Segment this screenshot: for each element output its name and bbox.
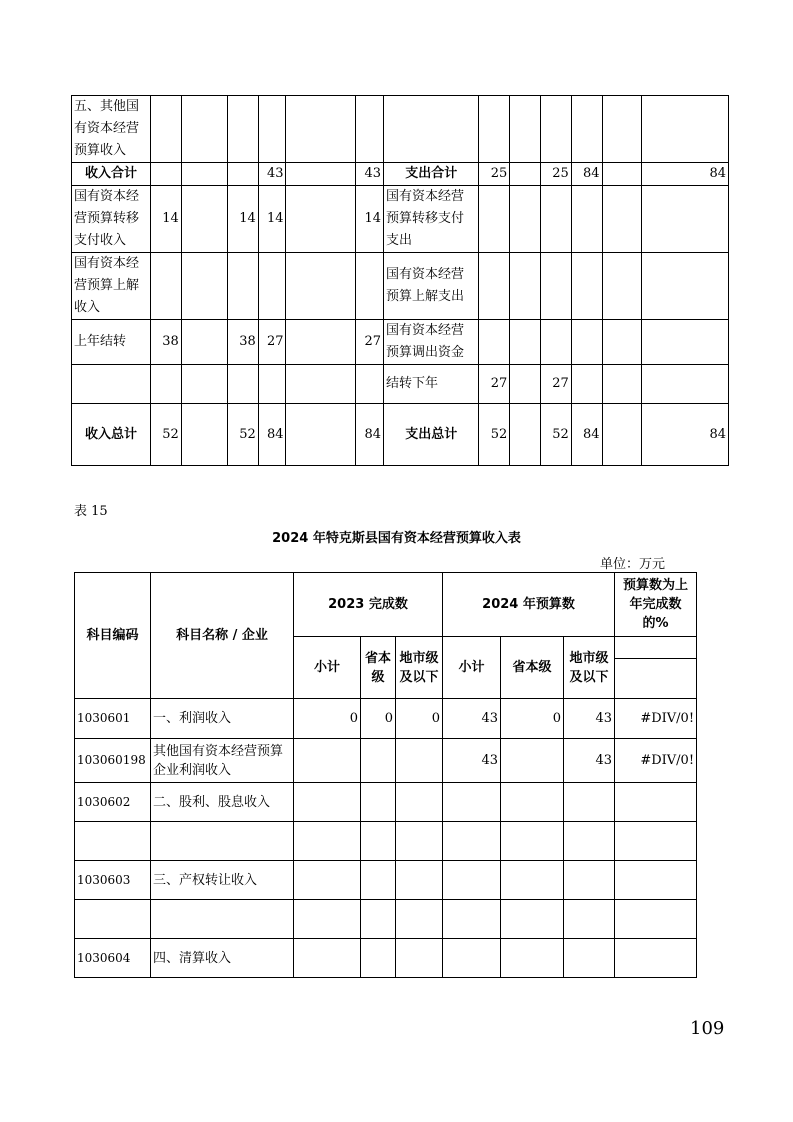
header-province-2023: 省本级 — [361, 637, 396, 699]
summary-cell-c3 — [228, 253, 259, 320]
cell-f — [564, 861, 615, 900]
cell-name — [151, 900, 294, 939]
summary-cell-d5 — [602, 253, 641, 320]
cell-g: #DIV/0! — [615, 699, 697, 739]
summary-cell-d6 — [641, 320, 728, 365]
summary-cell-d1: 52 — [479, 404, 510, 466]
summary-cell-label2: 支出总计 — [383, 404, 478, 466]
cell-e — [501, 783, 564, 822]
unit-label: 单位：万元 — [600, 557, 666, 572]
cell-c — [396, 939, 443, 978]
cell-d: 43 — [443, 699, 501, 739]
summary-cell-label: 收入总计 — [72, 404, 151, 466]
cell-d — [443, 822, 501, 861]
summary-cell-c4: 84 — [258, 404, 286, 466]
summary-cell-d5 — [602, 404, 641, 466]
summary-cell-c6: 84 — [356, 404, 384, 466]
summary-cell-d2 — [510, 96, 541, 163]
cell-a — [294, 861, 361, 900]
summary-cell-c3 — [228, 96, 259, 163]
summary-cell-d4 — [571, 365, 602, 404]
summary-cell-d4 — [571, 96, 602, 163]
header-city-2023: 地市级及以下 — [396, 637, 443, 699]
cell-name: 一、利润收入 — [151, 699, 294, 739]
header-2024: 2024 年预算数 — [443, 573, 615, 637]
summary-cell-d5 — [602, 163, 641, 186]
table-row — [75, 900, 697, 939]
summary-cell-c6: 27 — [356, 320, 384, 365]
summary-cell-d3: 27 — [541, 365, 572, 404]
cell-f — [564, 783, 615, 822]
cell-b — [361, 939, 396, 978]
summary-cell-d4 — [571, 253, 602, 320]
summary-row — [72, 96, 729, 163]
summary-cell-d6 — [641, 96, 728, 163]
summary-cell-label2: 国有资本经营预算转移支付支出 — [383, 186, 478, 253]
summary-cell-c2 — [181, 96, 227, 163]
summary-cell-d4: 84 — [571, 404, 602, 466]
cell-d — [443, 939, 501, 978]
header-province-2024: 省本级 — [501, 637, 564, 699]
summary-cell-label2 — [383, 96, 478, 163]
summary-cell-d2 — [510, 186, 541, 253]
summary-cell-c4: 43 — [258, 163, 286, 186]
summary-cell-c4 — [258, 253, 286, 320]
summary-cell-d2 — [510, 320, 541, 365]
cell-a — [294, 900, 361, 939]
summary-cell-c5 — [286, 163, 356, 186]
summary-row — [72, 186, 729, 253]
summary-cell-d1 — [479, 96, 510, 163]
summary-cell-d5 — [602, 186, 641, 253]
summary-cell-d2 — [510, 365, 541, 404]
summary-cell-c1 — [151, 163, 182, 186]
summary-cell-c1: 52 — [151, 404, 182, 466]
cell-e — [501, 900, 564, 939]
summary-cell-label: 国有资本经营预算上解收入 — [72, 253, 151, 320]
header-ratio-blank — [615, 637, 697, 659]
summary-cell-d3: 52 — [541, 404, 572, 466]
summary-cell-c1: 14 — [151, 186, 182, 253]
cell-b — [361, 739, 396, 783]
summary-cell-c3 — [228, 365, 259, 404]
summary-cell-c5 — [286, 365, 356, 404]
summary-cell-d4 — [571, 186, 602, 253]
summary-cell-d6: 84 — [641, 163, 728, 186]
summary-cell-label2: 国有资本经营预算调出资金 — [383, 320, 478, 365]
summary-cell-c2 — [181, 186, 227, 253]
summary-cell-c5 — [286, 96, 356, 163]
cell-g — [615, 783, 697, 822]
cell-c — [396, 900, 443, 939]
summary-cell-label2: 国有资本经营预算上解支出 — [383, 253, 478, 320]
summary-cell-c1 — [151, 253, 182, 320]
table-row — [75, 783, 697, 822]
cell-name: 三、产权转让收入 — [151, 861, 294, 900]
page-number: 109 — [690, 1018, 725, 1039]
summary-cell-d3: 25 — [541, 163, 572, 186]
summary-cell-c5 — [286, 186, 356, 253]
cell-d — [443, 900, 501, 939]
summary-table — [71, 95, 729, 466]
cell-e — [501, 822, 564, 861]
summary-cell-d5 — [602, 96, 641, 163]
summary-cell-label: 上年结转 — [72, 320, 151, 365]
cell-name: 二、股利、股息收入 — [151, 783, 294, 822]
cell-e: 0 — [501, 699, 564, 739]
summary-cell-d3 — [541, 186, 572, 253]
cell-e — [501, 739, 564, 783]
summary-cell-c6 — [356, 365, 384, 404]
summary-cell-label: 五、其他国有资本经营预算收入 — [72, 96, 151, 163]
header-subtotal-2023: 小计 — [294, 637, 361, 699]
cell-code: 103060198 — [75, 739, 151, 783]
cell-a — [294, 822, 361, 861]
header-city-2024: 地市级及以下 — [564, 637, 615, 699]
summary-cell-c1: 38 — [151, 320, 182, 365]
summary-cell-c1 — [151, 365, 182, 404]
summary-cell-c3: 14 — [228, 186, 259, 253]
cell-g — [615, 900, 697, 939]
summary-cell-label: 收入合计 — [72, 163, 151, 186]
summary-cell-d6 — [641, 253, 728, 320]
summary-cell-d4 — [571, 320, 602, 365]
summary-cell-c4 — [258, 96, 286, 163]
cell-f — [564, 900, 615, 939]
cell-e — [501, 939, 564, 978]
revenue-table — [74, 572, 697, 978]
summary-cell-c6 — [356, 253, 384, 320]
table-title: 2024 年特克斯县国有资本经营预算收入表 — [272, 531, 521, 546]
summary-row — [72, 320, 729, 365]
summary-cell-d3 — [541, 320, 572, 365]
summary-row — [72, 163, 729, 186]
summary-cell-label — [72, 365, 151, 404]
summary-cell-c2 — [181, 163, 227, 186]
cell-d — [443, 783, 501, 822]
summary-cell-d6 — [641, 365, 728, 404]
summary-cell-d3 — [541, 253, 572, 320]
cell-d: 43 — [443, 739, 501, 783]
cell-g — [615, 861, 697, 900]
summary-row — [72, 404, 729, 466]
summary-cell-d1 — [479, 253, 510, 320]
summary-cell-c3: 52 — [228, 404, 259, 466]
summary-cell-d6: 84 — [641, 404, 728, 466]
cell-f: 43 — [564, 699, 615, 739]
summary-cell-c6: 14 — [356, 186, 384, 253]
cell-a — [294, 739, 361, 783]
cell-g: #DIV/0! — [615, 739, 697, 783]
cell-code: 1030601 — [75, 699, 151, 739]
summary-cell-c6: 43 — [356, 163, 384, 186]
summary-cell-d6 — [641, 186, 728, 253]
summary-cell-d1: 25 — [479, 163, 510, 186]
header-ratio: 预算数为上年完成数的% — [615, 573, 697, 637]
summary-cell-d5 — [602, 365, 641, 404]
summary-cell-c2 — [181, 365, 227, 404]
cell-d — [443, 861, 501, 900]
table-row — [75, 822, 697, 861]
summary-cell-d2 — [510, 163, 541, 186]
cell-code — [75, 822, 151, 861]
cell-name: 其他国有资本经营预算企业利润收入 — [151, 739, 294, 783]
summary-cell-c1 — [151, 96, 182, 163]
summary-cell-d1 — [479, 320, 510, 365]
cell-b — [361, 822, 396, 861]
cell-e — [501, 861, 564, 900]
cell-a: 0 — [294, 699, 361, 739]
cell-b — [361, 900, 396, 939]
cell-a — [294, 939, 361, 978]
summary-cell-c3 — [228, 163, 259, 186]
table-row — [75, 939, 697, 978]
table-number: 表 15 — [74, 504, 108, 519]
summary-cell-label2: 支出合计 — [383, 163, 478, 186]
table-row — [75, 861, 697, 900]
cell-b: 0 — [361, 699, 396, 739]
summary-cell-c4 — [258, 365, 286, 404]
cell-f — [564, 822, 615, 861]
summary-cell-d3 — [541, 96, 572, 163]
cell-c — [396, 783, 443, 822]
cell-b — [361, 783, 396, 822]
summary-cell-label: 国有资本经营预算转移支付收入 — [72, 186, 151, 253]
summary-cell-d4: 84 — [571, 163, 602, 186]
summary-cell-c2 — [181, 253, 227, 320]
cell-code — [75, 900, 151, 939]
cell-c: 0 — [396, 699, 443, 739]
summary-cell-c2 — [181, 404, 227, 466]
summary-cell-d1: 27 — [479, 365, 510, 404]
summary-cell-d5 — [602, 320, 641, 365]
cell-a — [294, 783, 361, 822]
cell-name — [151, 822, 294, 861]
cell-code: 1030603 — [75, 861, 151, 900]
summary-cell-c2 — [181, 320, 227, 365]
header-2023: 2023 完成数 — [294, 573, 443, 637]
cell-code: 1030604 — [75, 939, 151, 978]
summary-cell-c4: 27 — [258, 320, 286, 365]
cell-b — [361, 861, 396, 900]
header-ratio-blank — [615, 659, 697, 699]
header-subtotal-2024: 小计 — [443, 637, 501, 699]
cell-f: 43 — [564, 739, 615, 783]
cell-c — [396, 822, 443, 861]
summary-cell-d2 — [510, 253, 541, 320]
cell-g — [615, 822, 697, 861]
cell-name: 四、清算收入 — [151, 939, 294, 978]
table-row — [75, 699, 697, 739]
summary-row — [72, 253, 729, 320]
summary-cell-c6 — [356, 96, 384, 163]
summary-cell-c3: 38 — [228, 320, 259, 365]
summary-row — [72, 365, 729, 404]
summary-cell-c5 — [286, 253, 356, 320]
summary-cell-label2: 结转下年 — [383, 365, 478, 404]
cell-f — [564, 939, 615, 978]
summary-cell-c4: 14 — [258, 186, 286, 253]
header-code: 科目编码 — [75, 573, 151, 699]
header-name: 科目名称 / 企业 — [151, 573, 294, 699]
cell-code: 1030602 — [75, 783, 151, 822]
summary-cell-c5 — [286, 404, 356, 466]
summary-cell-d1 — [479, 186, 510, 253]
cell-g — [615, 939, 697, 978]
summary-cell-c5 — [286, 320, 356, 365]
cell-c — [396, 861, 443, 900]
summary-cell-d2 — [510, 404, 541, 466]
table-row — [75, 739, 697, 783]
cell-c — [396, 739, 443, 783]
